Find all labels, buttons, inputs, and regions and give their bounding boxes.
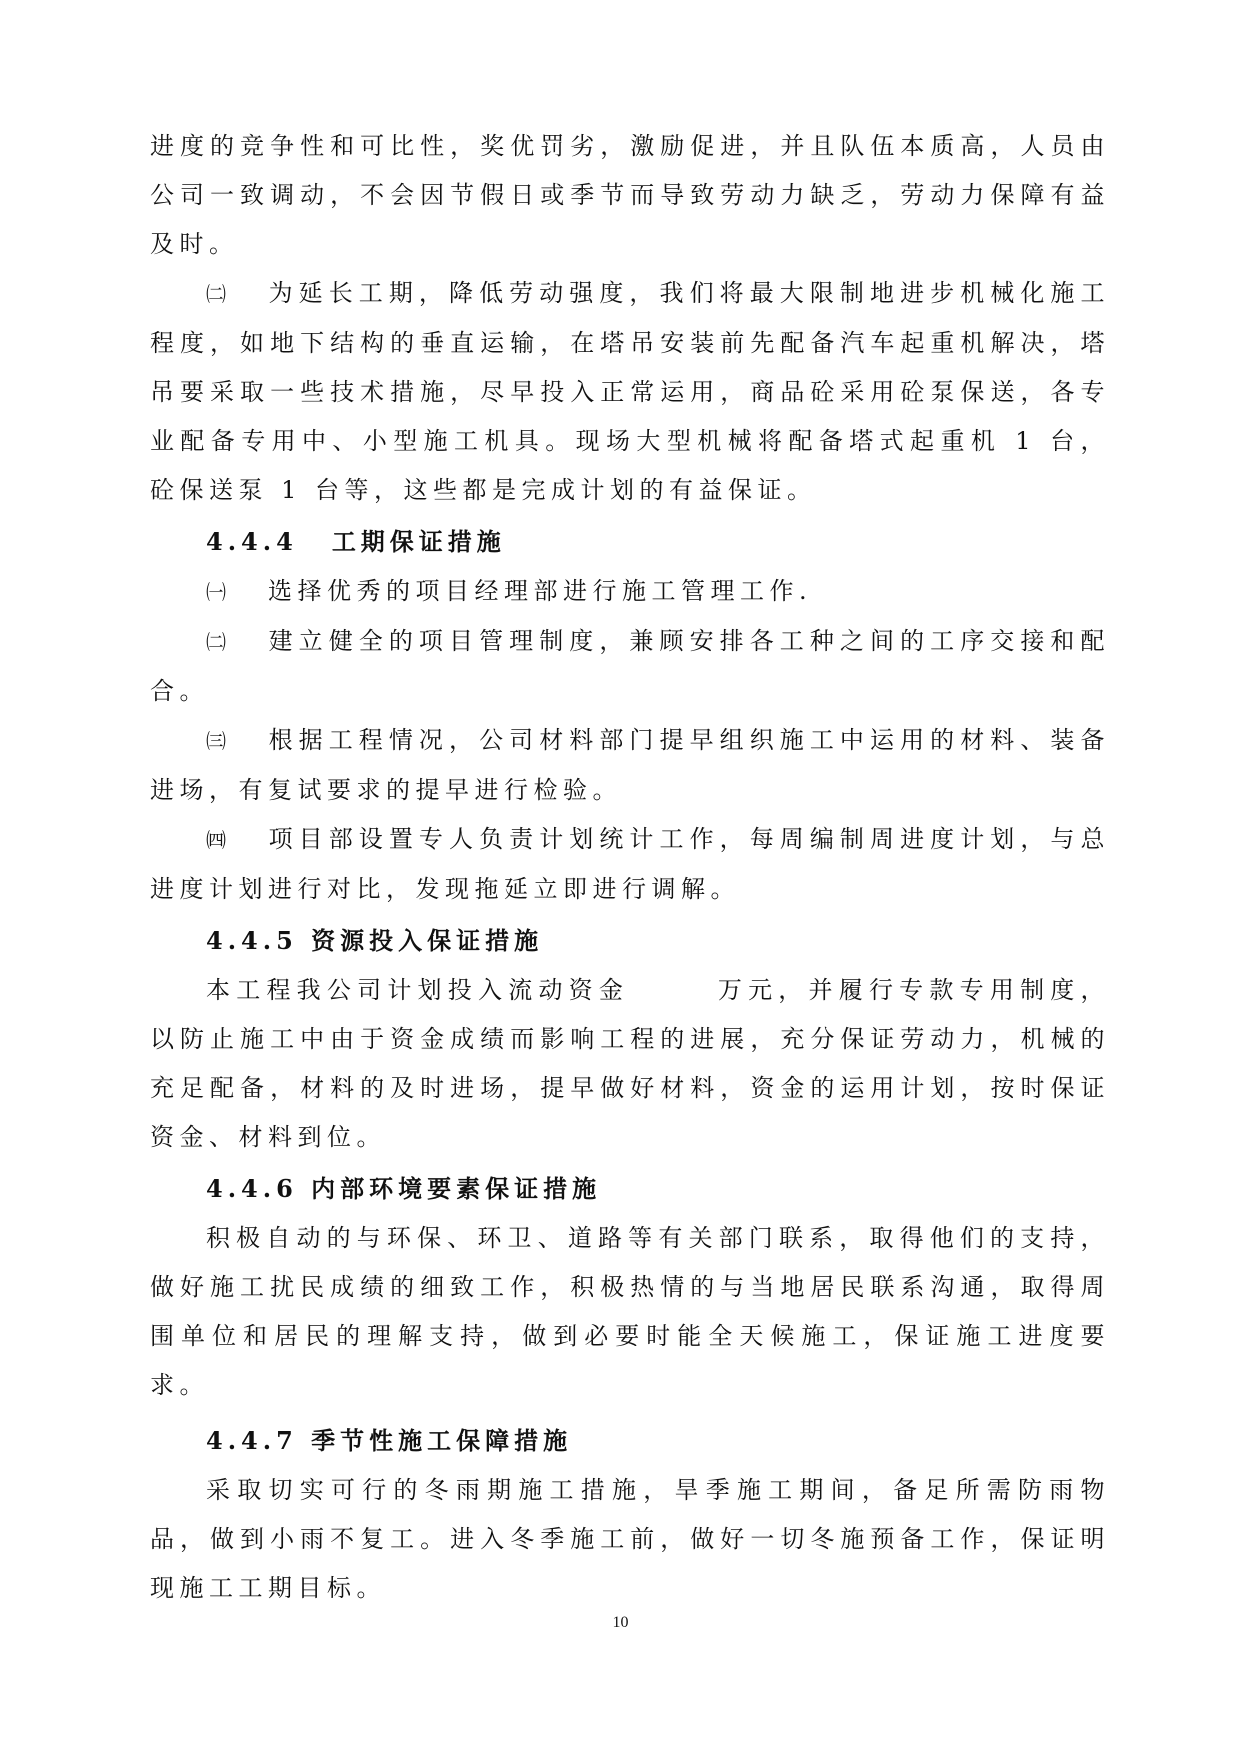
list-marker: ㈣: [206, 828, 226, 852]
list-item: [150, 269, 1110, 515]
list-item-text: 根据工程情况，公司材料部门提早组织施工中运用的材料、装备进场，有复试要求的提早进行检验。: [150, 726, 1110, 804]
paragraph-text: 万元，并履行专款专用制度，以防止施工中由于资金成绩而影响工程的进展，充分保证劳动力，机械的充足配备，材料的及时进场，提早做好材料，资金的运用计划，按时保证资金、材料到位。: [150, 976, 1111, 1151]
section-number: 4.4.4: [206, 527, 298, 556]
section-title: 工期保证措施: [331, 527, 506, 556]
list-item: [150, 567, 1110, 617]
list-marker: ㈢: [206, 729, 226, 753]
paragraph: 采取切实可行的冬雨期施工措施，旱季施工期间，备足所需防雨物品，做到小雨不复工。进入冬季施工前，做好一切冬施预备工作，保证明现施工工期目标。: [150, 1476, 1110, 1602]
list-item-text: 项目部设置专人负责计划统计工作，每周编制周进度计划，与总进度计划进行对比，发现拖延立即进行调解。: [150, 825, 1110, 903]
list-marker: ㈡: [206, 630, 226, 654]
list-item: [150, 815, 1110, 914]
paragraph: 积极自动的与环保、环卫、道路等有关部门联系，取得他们的支持，做好施工扰民成绩的细致工作，积极热情的与当地居民联系沟通，取得周围单位和居民的理解支持，做到必要时能全天候施工，保证施工进度要求。: [150, 1224, 1110, 1399]
paragraph: [150, 966, 1110, 1162]
list-marker: ㈡: [206, 282, 226, 306]
page-body: [150, 122, 1110, 1613]
list-item: [150, 716, 1110, 815]
page-number: 10: [612, 1614, 629, 1631]
paragraph-continuation: 进度的竞争性和可比性，奖优罚劣，激励促进，并且队伍本质高，人员由公司一致调动，不会因节假日或季节而导致劳动力缺乏，劳动力保障有益及时。: [150, 132, 1110, 258]
section-heading-4-4-6: 4.4.6 内部环境要素保证措施: [206, 1174, 602, 1203]
section-heading-4-4-4: [150, 517, 1110, 567]
section-heading-4-4-5: 4.4.5 资源投入保证措施: [206, 926, 544, 955]
list-item: [150, 617, 1110, 716]
paragraph-text: 本工程我公司计划投入流动资金: [206, 976, 630, 1004]
list-item-text: 选择优秀的项目经理部进行施工管理工作.: [268, 577, 813, 605]
list-item-text: 为延长工期，降低劳动强度，我们将最大限制地进步机械化施工程度，如地下结构的垂直运输，在塔吊安装前先配备汽车起重机解决，塔吊要采取一些技术措施，尽早投入正常运用，商品砼采用砼泵保送，各专业配备专用中、小型施工机具。现场大型机械将配备塔式起重机 1 台，砼保送泵 1 台等，这些都是完成计划的有益保证。: [150, 279, 1110, 504]
list-marker: ㈠: [206, 580, 226, 604]
list-item-text: 建立健全的项目管理制度，兼顾安排各工种之间的工序交接和配合。: [150, 627, 1110, 705]
section-heading-4-4-7: 4.4.7 季节性施工保障措施: [206, 1426, 573, 1455]
